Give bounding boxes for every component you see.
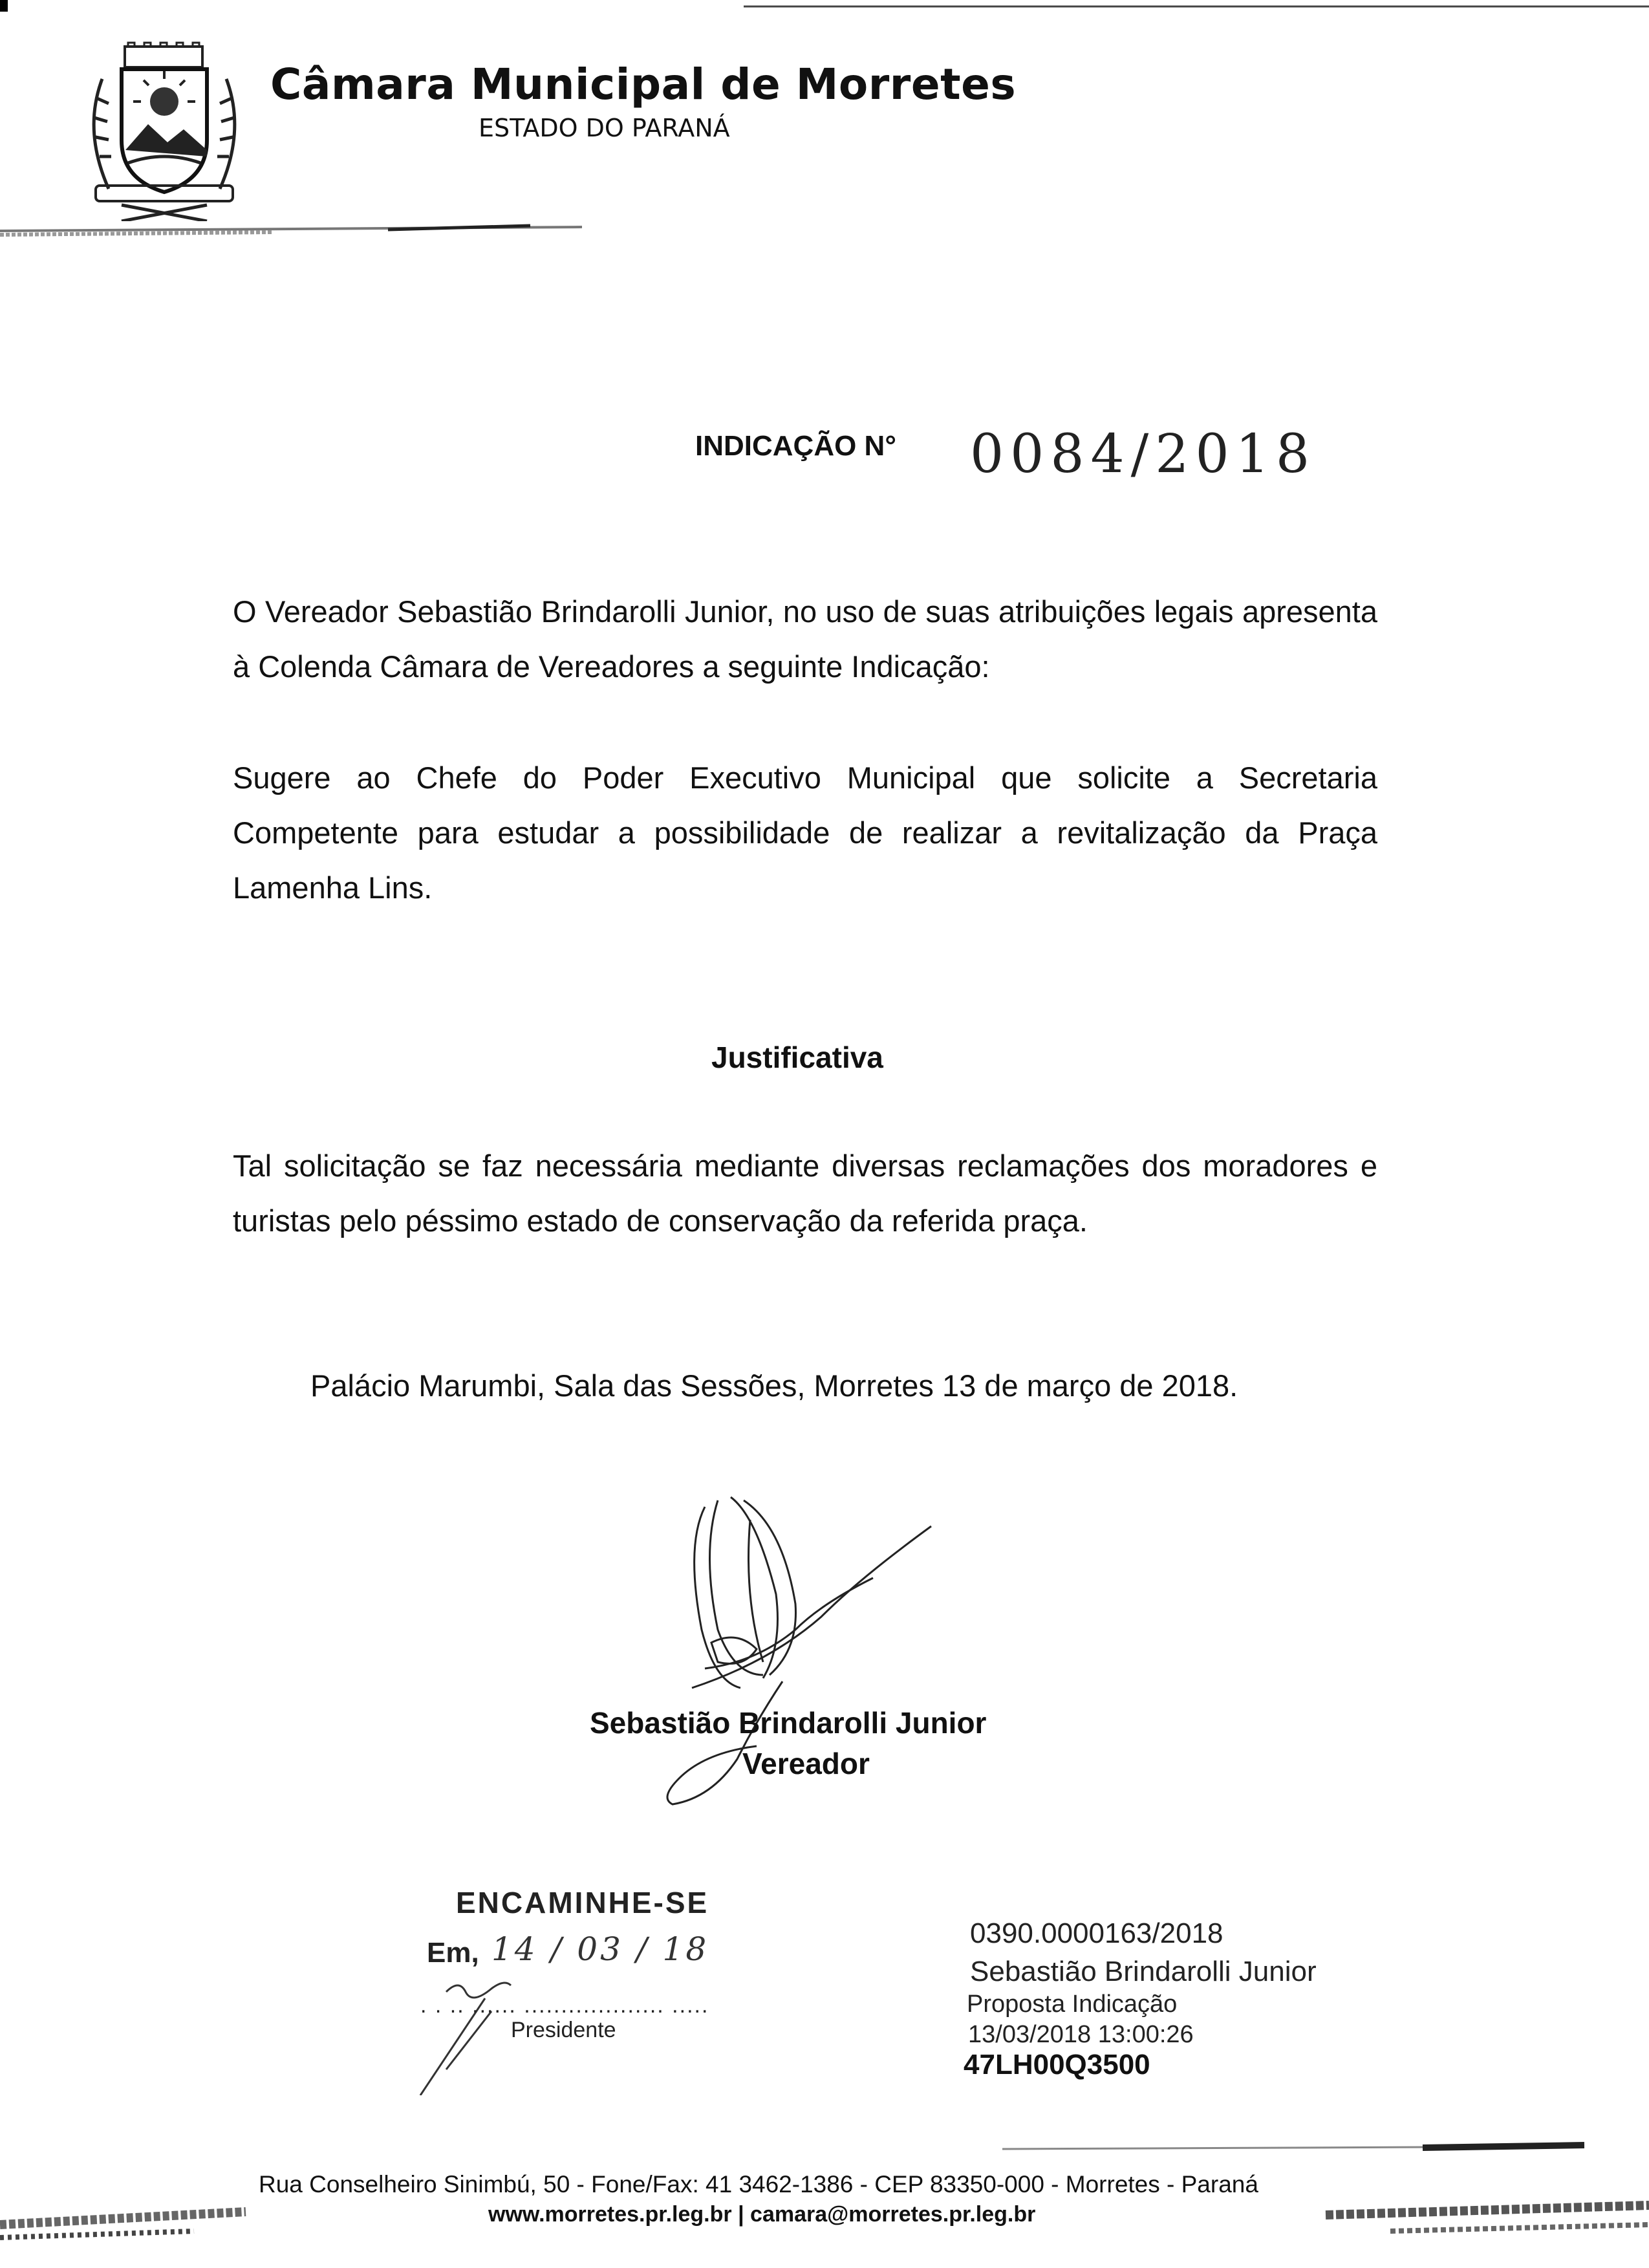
stamp-handwritten-date: 14 / 03 / 18 <box>491 1930 709 1968</box>
request-paragraph: Sugere ao Chefe do Poder Executivo Municipal que solicite a Secretaria Competente para estudar a possibilidade de realizar a revitalização da Praça Lamenha Lins. <box>233 761 1377 905</box>
stamp-role: Presidente <box>511 2018 616 2042</box>
indicacao-label: INDICAÇÃO N° <box>695 430 896 462</box>
protocol-number: 0390.0000163/2018 <box>970 1917 1223 1949</box>
protocol-type: Proposta Indicação <box>967 1991 1178 2018</box>
footer-web-contact: www.morretes.pr.leg.br | camara@morretes.pr.leg.br <box>488 2202 1036 2227</box>
justification-paragraph: Tal solicitação se faz necessária mediante diversas reclamações dos moradores e turistas pelo péssimo estado de conservação da referida praça. <box>233 1149 1377 1238</box>
header-rule-line <box>0 223 776 243</box>
footer-address: Rua Conselheiro Sinimbú, 50 - Fone/Fax: 41 3462-1386 - CEP 83350-000 - Morretes - Paraná <box>259 2171 1258 2198</box>
intro-paragraph: O Vereador Sebastião Brindarolli Junior, no uso de suas atribuições legais apresenta à Colenda Câmara de Vereadores a seguinte Indicação: <box>233 594 1377 684</box>
municipal-crest-icon <box>76 40 252 221</box>
footer-rule-line <box>1002 2137 1584 2157</box>
encaminhe-stamp-title: ENCAMINHE-SE <box>456 1886 709 1919</box>
signer-role: Vereador <box>742 1747 870 1780</box>
protocol-datetime: 13/03/2018 13:00:26 <box>968 2021 1194 2048</box>
signer-name: Sebastião Brindarolli Junior <box>590 1706 987 1740</box>
place-date-line: Palácio Marumbi, Sala das Sessões, Morretes 13 de março de 2018. <box>310 1368 1238 1403</box>
protocol-author: Sebastião Brindarolli Junior <box>970 1956 1317 1987</box>
protocol-code: 47LH00Q3500 <box>964 2049 1150 2080</box>
institution-title: Câmara Municipal de Morretes <box>270 59 1017 109</box>
justificativa-heading: Justificativa <box>711 1041 883 1074</box>
stamp-signature-line: . . .. ...... ................... ..... <box>420 1993 709 2018</box>
top-rule-line <box>744 5 1649 10</box>
scan-edge-mark <box>0 0 8 12</box>
indicacao-number: 0084/2018 <box>970 424 1316 485</box>
stamp-em-label: Em, <box>427 1937 479 1969</box>
institution-subtitle: ESTADO DO PARANÁ <box>479 114 730 142</box>
